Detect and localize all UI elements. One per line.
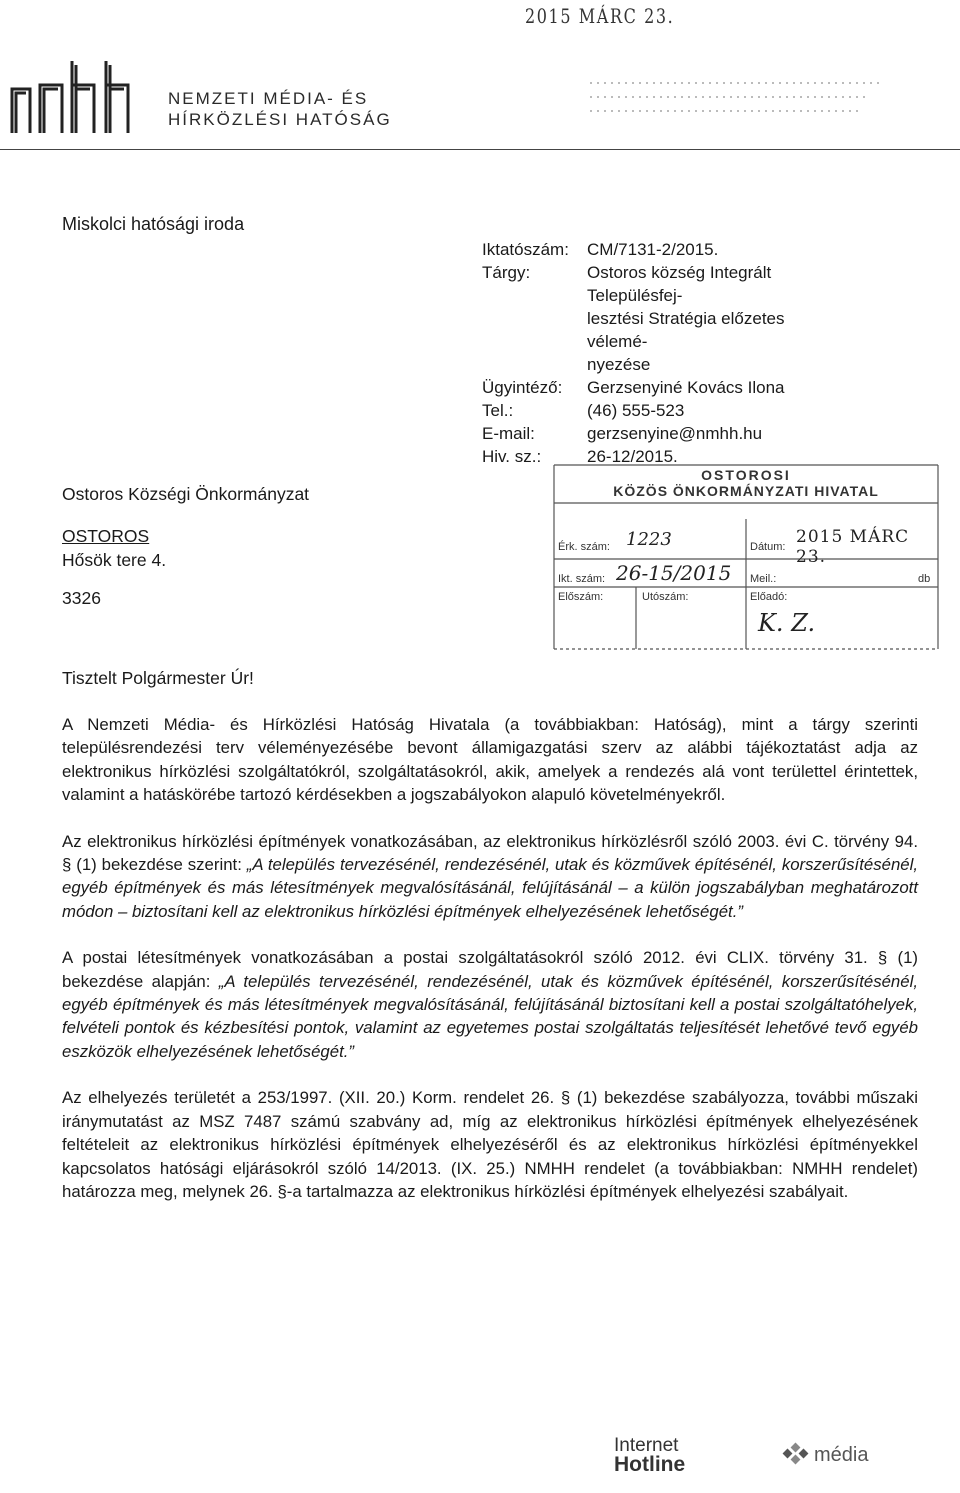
meta-key: E-mail:: [482, 424, 535, 443]
meta-key: Tárgy:: [482, 263, 531, 282]
office-name: Miskolci hatósági iroda: [62, 214, 245, 234]
meta-value: Gerzsenyiné Kovács Ilona: [587, 378, 785, 397]
paragraph-text: A Nemzeti Média- és Hírközlési Hatóság Hivatala (a továbbiakban: Hatóság), mint a tárgy szerinti településrendezési terv véleményezésébe bevont államigazgatási szerv az alábbi tájékoztatást adja az elektronikus hírközlési szolgáltatókról, szolgáltatásokról, akik, amelyek a rendezés alá vont területtel érintettek, valamint a hatáskörébe tartozó kérdésekben a jogszabályokon alapuló követelményekről.: [62, 715, 918, 805]
legal-quote: „A település tervezésénél, rendezésénél, utak és közművek építésénél, korszerűsítésénél, egyéb építmények és más létesítmények megvalósításánál, felújításánál biztosítani kell a postai szolgáltatóhelyek, felvételi pontok és kézbesítési pontok, valamint az egyetemes postai szolgáltatás teljesítését lehetővé tevő egyéb eszközök elhelyezésének lehetőségét.”: [62, 971, 918, 1061]
legal-quote: „A település tervezésénél, rendezésénél, utak és közművek építésénél, korszerűsítésénél, egyéb építmények és más létesítmények megvalósításánál, felújításánál – a külön jogszabályban meghatározott módon – biztosítani kell az elektronikus hírközlési építmények elhelyezésének lehetőségét.”: [62, 855, 918, 921]
reception-stamp: [552, 463, 940, 651]
paragraph-2: [62, 830, 918, 924]
recipient-address: [62, 482, 309, 610]
meta-value: 26-12/2015.: [587, 447, 678, 466]
subject-line-1: Ostoros község Integrált Településfej-: [587, 263, 772, 305]
reference-metadata: [482, 238, 837, 468]
faint-header-print: [590, 73, 890, 123]
internet-hotline-logo-bottom: Hotline: [614, 1453, 686, 1476]
org-line-2: HÍRKÖZLÉSI HATÓSÁG: [168, 110, 392, 129]
salutation: Tisztelt Polgármester Úr!: [62, 668, 254, 688]
meta-key: Iktatószám:: [482, 240, 569, 259]
received-date-stamp: 2015 MÁRC 23.: [525, 4, 675, 28]
recipient-city: OSTOROS: [62, 526, 150, 546]
media-logo-text: média: [814, 1444, 869, 1466]
stamp-eloado-label: Előadó:: [750, 591, 788, 603]
meta-row-ugyintezo: [482, 376, 837, 399]
stamp-ikt-label: Ikt. szám:: [558, 573, 606, 585]
paragraph-4: [62, 1086, 918, 1203]
stamp-title-2: KÖZÖS ÖNKORMÁNYZATI HIVATAL: [613, 483, 879, 499]
meta-value: [587, 261, 837, 376]
stamp-title-1: OSTOROSI: [701, 467, 791, 483]
letter-body: [62, 713, 918, 1226]
paragraph-text: Az elhelyezés területét a 253/1997. (XII. 20.) Korm. rendelet 26. § (1) bekezdése szabályozza, további műszaki iránymutatást az MSZ 7487 számú szabvány ad, míg az elektronikus hírközlési építmények elhelyezésének feltételeit az elektronikus hírközlési építmények elhelyezéséről és az elektronikus hírközlési építményekkel kapcsolatos hatósági eljárásokról szóló 14/2013. (IX. 25.) NMHH rendelet (a továbbiakban: NMHH rendelet) határozza meg, melynek 26. §-a tartalmazza az elektronikus hírközlési építmények elhelyezési szabályait.: [62, 1088, 918, 1201]
internet-hotline-logo-top: Internet: [614, 1435, 679, 1456]
stamp-meil-label: Meil.:: [750, 573, 777, 585]
footer-logos: [614, 1436, 914, 1488]
meta-key: Hiv. sz.:: [482, 447, 542, 466]
recipient-zip: 3326: [62, 588, 101, 608]
recipient-name: Ostoros Községi Önkormányzat: [62, 484, 310, 504]
org-line-1: NEMZETI MÉDIA- ÉS: [168, 89, 369, 108]
meta-key: Tel.:: [482, 401, 514, 420]
media-logo-icon: [782, 1442, 812, 1466]
stamp-eloszam-label: Előszám:: [558, 591, 604, 603]
stamp-erk-value: 1223: [626, 529, 672, 550]
subject-line-3: nyezése: [587, 355, 651, 374]
stamp-datum-value: 2015 MÁRC 23.: [796, 527, 910, 567]
meta-key: Ügyintéző:: [482, 378, 563, 397]
meta-row-tel: [482, 399, 837, 422]
meta-row-iktatoszam: [482, 238, 837, 261]
recipient-street: Hősök tere 4.: [62, 550, 167, 570]
stamp-utoszam-label: Utószám:: [642, 591, 689, 603]
organization-name: [168, 88, 392, 130]
paragraph-1: [62, 713, 918, 807]
paragraph-3: [62, 946, 918, 1063]
stamp-datum-label: Dátum:: [750, 541, 786, 553]
stamp-eloado-value: K. Z.: [758, 609, 816, 637]
stamp-erk-label: Érk. szám:: [558, 541, 610, 553]
meta-value: gerzsenyine@nmhh.hu: [587, 424, 763, 443]
meta-row-email: [482, 422, 837, 445]
nmhh-logo: [8, 55, 156, 135]
header-divider: [0, 149, 960, 150]
stamp-ikt-value: 26-15/2015: [616, 561, 732, 585]
subject-line-2: lesztési Stratégia előzetes vélemé-: [587, 309, 785, 351]
stamp-db-label: db: [918, 573, 931, 585]
paragraph-text: A postai létesítmények vonatkozásában a postai szolgáltatásokról szóló 2012. évi CLIX. törvény 31. § (1) bekezdése alapján:: [62, 948, 918, 991]
meta-row-targy: [482, 261, 837, 376]
paragraph-text: Az elektronikus hírközlési építmények vonatkozásában, az elektronikus hírközlésről szóló 2003. évi C. törvény 94. § (1) bekezdése szerint:: [62, 831, 918, 875]
meta-value: CM/7131-2/2015.: [587, 240, 719, 259]
meta-value: (46) 555-523: [587, 401, 685, 420]
